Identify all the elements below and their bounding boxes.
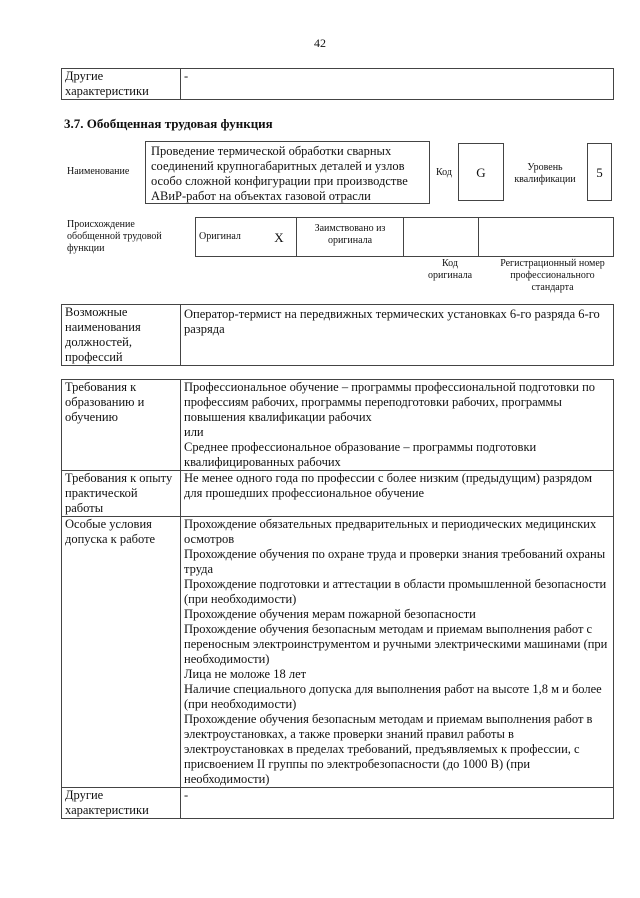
requirements-table — [61, 379, 614, 819]
origin-table — [195, 217, 614, 257]
reg-number-cell — [479, 218, 614, 257]
name-label: Наименование — [67, 166, 130, 177]
education-line: Среднее профессиональное образование – программы подготовки квалифицированных рабочих — [184, 440, 537, 469]
function-name-box — [145, 141, 430, 204]
origin-label: Происхождение обобщенной трудовой функции — [67, 219, 162, 254]
special-value — [181, 517, 614, 788]
education-line: или — [184, 425, 204, 439]
code-value: G — [476, 165, 486, 180]
positions-label: Возможные наименования должностей, профессий — [62, 305, 181, 366]
other-characteristics-value: - — [181, 69, 614, 100]
other-characteristics-label: Другие характеристики — [62, 69, 181, 100]
special-line: Прохождение обучения безопасным методам и приемам выполнения работ в электроустановках, а также проверки знаний правил работы в электроустановках в пределах требований, предъявляемых к профессии, с присвоением II группы по электробезопасности (до 1000 В) (при необходимости) — [184, 712, 593, 786]
code-box — [458, 143, 504, 201]
special-line: Прохождение обучения безопасным методам и приемам выполнения работ с переносным электроинструментом и ручными электрическими машинами (при необходимости) — [184, 622, 608, 666]
borrowed-label: Заимствовано из оригинала — [297, 218, 404, 257]
experience-value: Не менее одного года по профессии с более низким (предыдущим) разрядом для прошедших профессиональное обучение — [181, 471, 614, 517]
special-line: Наличие специального допуска для выполнения работ на высоте 1,8 м и более (при необходимости) — [184, 682, 602, 711]
education-line: Профессиональное обучение – программы профессиональной подготовки по профессиям рабочих, программы переподготовки рабочих, программы повышения квалификации рабочих — [184, 380, 596, 424]
level-value: 5 — [596, 165, 603, 180]
special-line: Прохождение обязательных предварительных и периодических медицинских осмотров — [184, 517, 597, 546]
code-original-caption: Код оригинала — [427, 258, 473, 281]
level-box — [587, 143, 612, 201]
special-line: Прохождение обучения по охране труда и проверки знания требований охраны труда — [184, 547, 606, 576]
experience-label: Требования к опыту практической работы — [62, 471, 181, 517]
special-line: Прохождение подготовки и аттестации в области промышленной безопасности (при необходимости) — [184, 577, 607, 606]
level-label: Уровень квалификации — [514, 162, 576, 185]
page-number: 42 — [314, 36, 326, 50]
code-original-cell — [404, 218, 479, 257]
original-label: Оригинал — [196, 218, 263, 257]
education-value — [181, 380, 614, 471]
other-value: - — [181, 788, 614, 819]
top-characteristics-table — [61, 68, 614, 100]
code-label: Код — [436, 167, 452, 178]
positions-table — [61, 304, 614, 366]
education-label: Требования к образованию и обучению — [62, 380, 181, 471]
positions-value: Оператор-термист на передвижных термических установках 6-го разряда 6-го разряда — [181, 305, 614, 366]
reg-number-caption: Регистрационный номер профессионального стандарта — [500, 258, 605, 293]
other-label: Другие характеристики — [62, 788, 181, 819]
function-name-value: Проведение термической обработки сварных соединений крупногабаритных деталей и узлов особо сложной конфигурации при производстве АВиР-работ на объектах газовой отрасли — [151, 144, 408, 203]
special-line: Лица не моложе 18 лет — [184, 667, 307, 681]
special-line: Прохождение обучения мерам пожарной безопасности — [184, 607, 476, 621]
section-title: 3.7. Обобщенная трудовая функция — [64, 116, 273, 131]
original-mark: X — [262, 218, 297, 257]
special-label: Особые условия допуска к работе — [62, 517, 181, 788]
